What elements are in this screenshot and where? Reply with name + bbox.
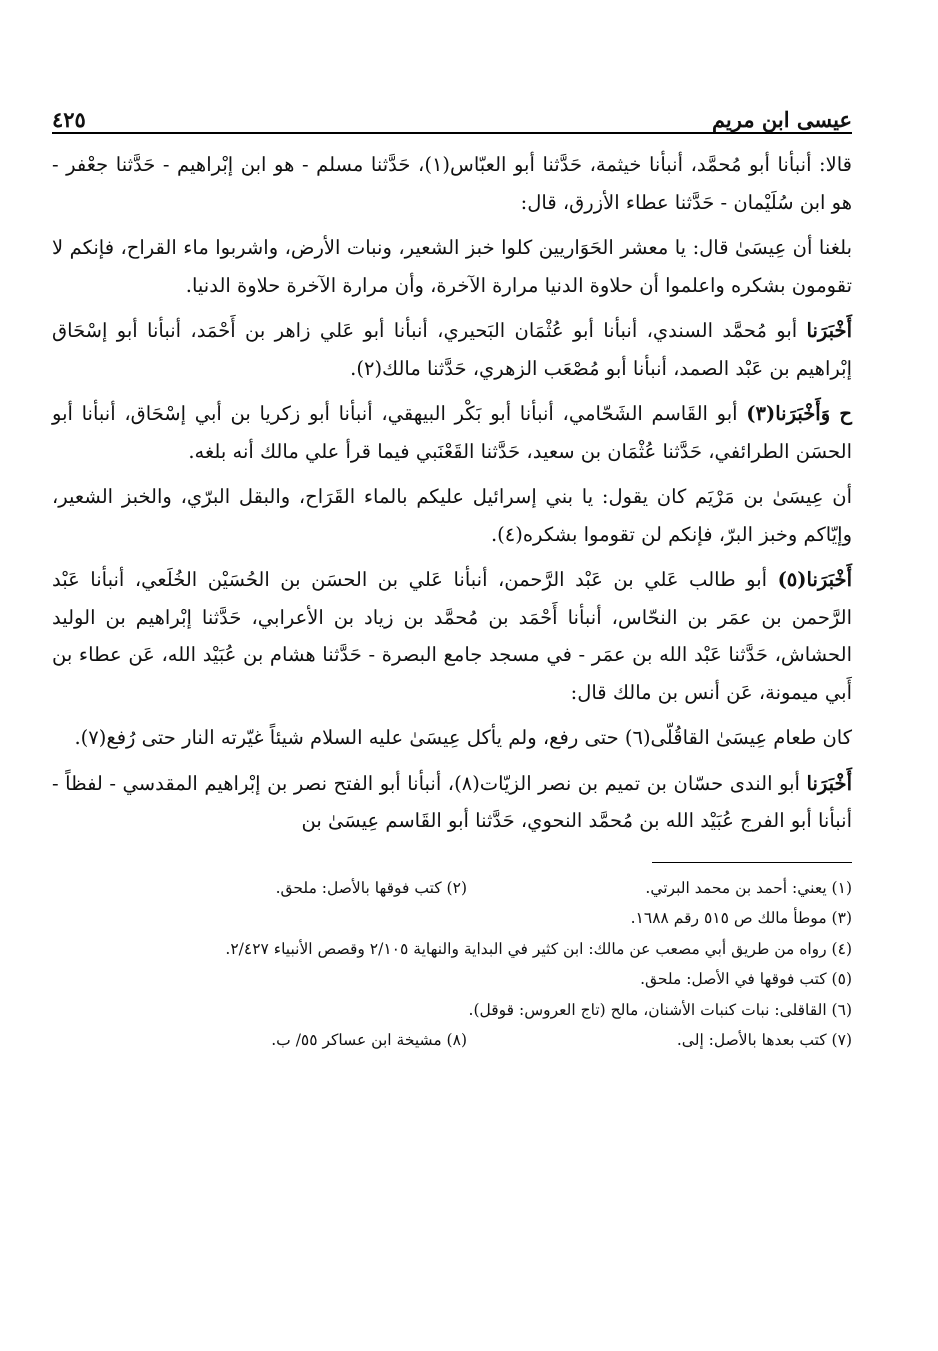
paragraph xyxy=(52,765,852,840)
main-text xyxy=(52,146,852,840)
footnote-row xyxy=(52,873,852,904)
footnote: (٣) موطأ مالك ص ٥١٥ رقم ١٦٨٨. xyxy=(630,909,852,927)
paragraph xyxy=(52,146,852,221)
footnote: (١) يعني: أحمد بن محمد البرتي. xyxy=(645,878,852,897)
footnote: (٢) كتب فوقها بالأصل: ملحق. xyxy=(275,878,467,897)
footnote: (٤) رواه من طريق أبي مصعب عن مالك: ابن كثير في البداية والنهاية ٢/١٠٥ وقصص الأنبياء ٢/٤٢٧. xyxy=(225,939,852,958)
footnote: (٦) القاقلى: نبات كنبات الأشنان، مالح (تاج العروس: قوقل). xyxy=(468,1000,852,1019)
footnote-row xyxy=(52,995,852,1026)
paragraph-lead: أَخْبَرَنا xyxy=(806,319,852,342)
paragraph xyxy=(52,478,852,553)
paragraph-text: أبو طالب عَلي بن عَبْد الرَّحمن، أنبأنا عَلي بن الحسَن بن الحُسَيْن الخُلَعي، أنبأنا عَبْد الرَّحمن بن عمَر بن النحّاس، أنبأنا أَحْمَد بن مُحمَّد بن زياد بن الأعرابي، حَدَّثنا إبْراهيم بن الوليد الحشاش، حَدَّثنا عَبْد الله بن عمَر - في مسجد جامع البصرة - حَدَّثنا هشام بن عُبَيْد الله، عَن عطاء بن أَبي ميمونة، عَن أنس بن مالك قال: xyxy=(52,568,852,704)
paragraph-text: أبو مُحمَّد السندي، أنبأنا أبو عُثْمَان البَحيري، أنبأنا أبو عَلي زاهر بن أَحْمَد، أنبأنا أبو إسْحَاق إبْراهيم بن عَبْد الصمد، أنبأنا أبو مُصْعَب الزهري، حَدَّثنا مالك(٢). xyxy=(52,319,852,380)
paragraph-text: أبو القَاسم الشَحّامي، أنبأنا أبو بَكْر البيهقي، أنبأنا أبو زكريا بن أبي إسْحَاق، أنبأنا أبو الحسَن الطرائفي، حَدَّثنا عُثْمَان بن سعيد، حَدَّثنا القَعْنَبي فيما قرأ علي مالك أنه بلغه. xyxy=(52,402,852,463)
paragraph xyxy=(52,395,852,470)
footnote: (٧) كتب بعدها بالأصل: إلى. xyxy=(676,1031,852,1049)
paragraph-text: أن عِيسَىٰ بن مَرْيَم كان يقول: يا بني إسرائيل عليكم بالماء القَرَاح، والبقل البرّي، والخبز الشعير، وإيّاكم وخبز البرّ، فإنكم لن تقوموا بشكره(٤). xyxy=(52,485,852,546)
paragraph-text: قالا: أنبأنا أبو مُحمَّد، أنبأنا خيثمة، حَدَّثنا أبو العبّاس(١)، حَدَّثنا مسلم - هو ابن إبْراهيم - حَدَّثنا جعْفر - هو ابن سُلَيْمان - حَدَّثنا عطاء الأزرق، قال: xyxy=(52,153,853,214)
paragraph-text: أبو الندى حسّان بن تميم بن نصر الزيّات(٨)، أنبأنا أبو الفتح نصر بن إبْراهيم المقدسي - لفظاً - أنبأنا أبو الفرج عُبَيْد الله بن مُحمَّد النحوي، حَدَّثنا أبو القَاسم عِيسَىٰ بن xyxy=(52,771,852,832)
footnote-separator xyxy=(652,862,852,863)
paragraph-lead: ح وَأَخْبَرَنا(٣) xyxy=(746,402,852,425)
footnote-row xyxy=(52,934,852,965)
paragraph xyxy=(52,229,852,304)
paragraph xyxy=(52,719,852,757)
paragraph-text: كان طعام عِيسَىٰ القاقُلّى(٦) حتى رفع، ولم يأكل عِيسَىٰ عليه السلام شيئاً غيّرته النار حتى رُفع(٧). xyxy=(74,726,852,749)
footnote-row xyxy=(52,903,852,934)
page-number: ٤٢٥ xyxy=(52,107,86,132)
footnote: (٨) مشيخة ابن عساكر ٥٥/ ب. xyxy=(271,1031,467,1049)
paragraph-text: بلغنا أن عِيسَىٰ قال: يا معشر الحَوَاريين كلوا خبز الشعير، ونبات الأرض، واشربوا ماء القراح، فإنكم لا تقومون بشكره واعلموا أن حلاوة الدنيا مرارة الآخرة، وأن مرارة الآخرة حلاوة الدنيا. xyxy=(52,236,852,297)
running-title: عيسى ابن مريم xyxy=(711,107,852,132)
book-page xyxy=(52,92,852,1056)
paragraph-lead: أَخْبَرَنا(٥) xyxy=(777,568,852,591)
footnote-row xyxy=(52,964,852,995)
paragraph xyxy=(52,561,852,711)
footnotes xyxy=(52,873,852,1056)
paragraph-lead: أَخْبَرَنا xyxy=(806,771,852,795)
footnote: (٥) كتب فوقها في الأصل: ملحق. xyxy=(640,970,852,988)
page-header xyxy=(52,92,852,134)
footnote-row xyxy=(52,1025,852,1056)
paragraph xyxy=(52,312,852,387)
